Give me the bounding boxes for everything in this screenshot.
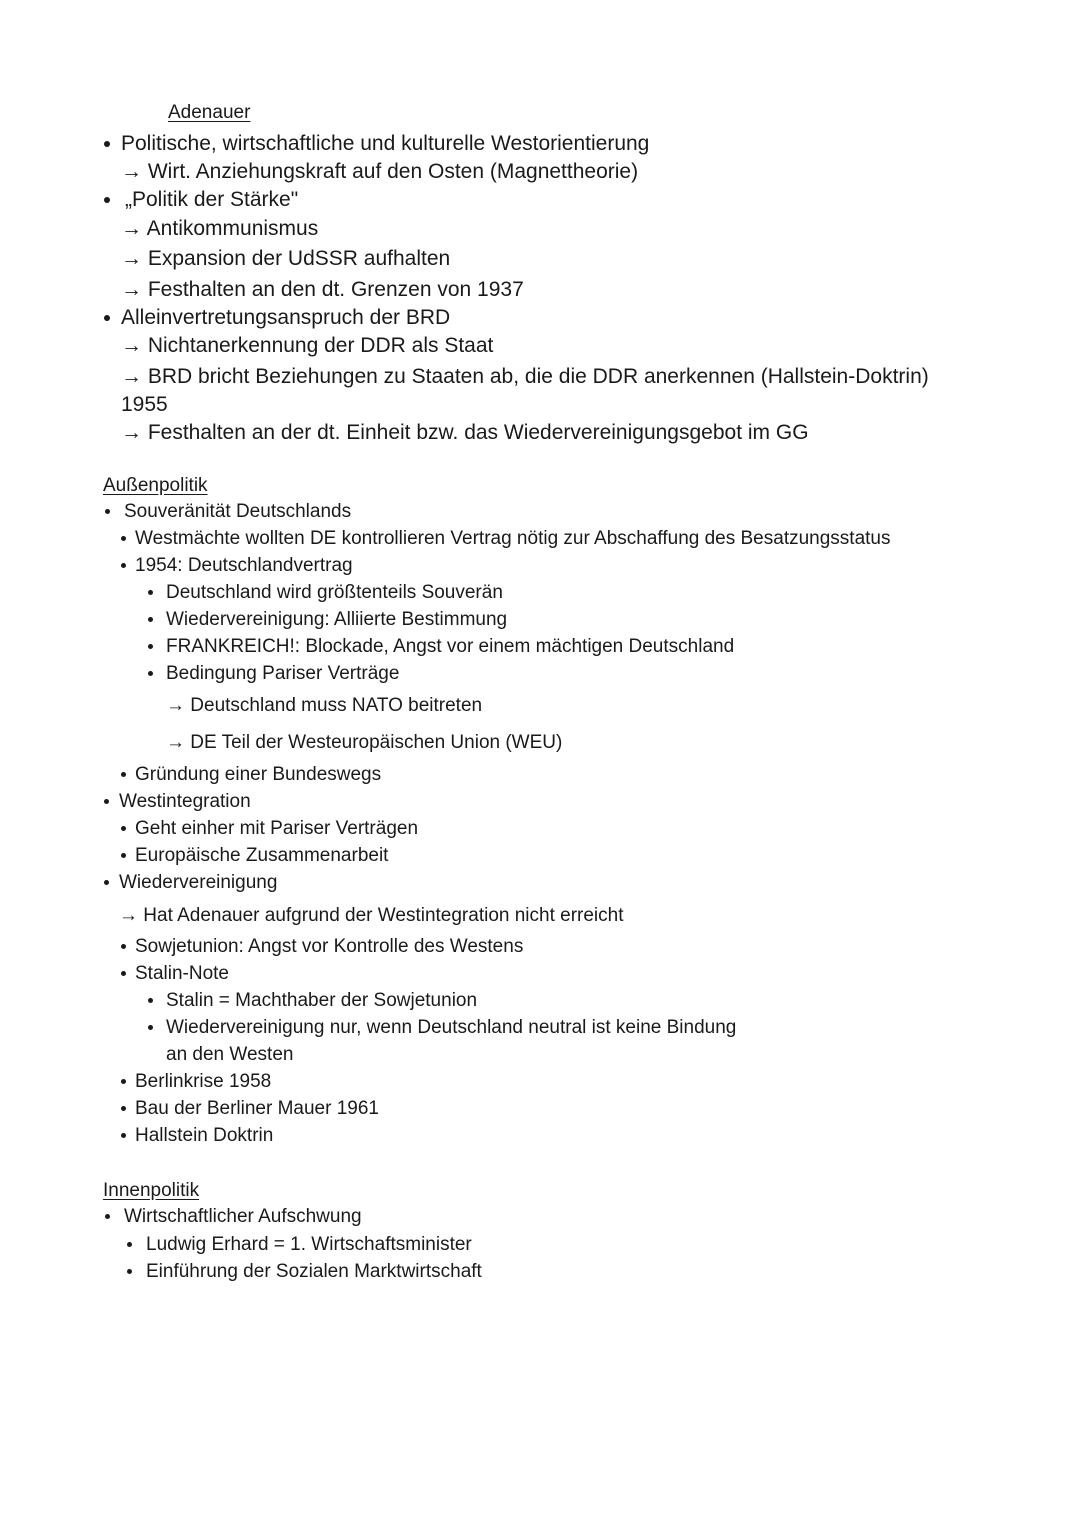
bullet: [121, 826, 126, 831]
list-item: Gründung einer Bundeswegs: [135, 764, 382, 785]
bullet: [104, 880, 109, 885]
list-item: → Expansion der UdSSR aufhalten: [121, 247, 451, 270]
bullet: [104, 315, 110, 321]
list-item: → Hat Adenauer aufgrund der Westintegration nicht erreicht: [119, 905, 624, 926]
list-item: 1955: [121, 393, 168, 416]
bullet: [104, 197, 110, 203]
list-item: Wiedervereinigung nur, wenn Deutschland neutral ist keine Bindung: [166, 1017, 737, 1038]
heading-aussenpolitik: Außenpolitik: [103, 475, 208, 496]
list-item: Souveränität Deutschlands: [124, 501, 352, 522]
bullet: [121, 772, 126, 777]
bullet: [104, 141, 110, 147]
list-item: → Festhalten an den dt. Grenzen von 1937: [121, 278, 524, 301]
list-item: Stalin-Note: [135, 963, 229, 984]
list-item: Alleinvertretungsanspruch der BRD: [121, 306, 451, 329]
bullet: [148, 644, 153, 649]
heading-innenpolitik: Innenpolitik: [103, 1180, 200, 1201]
bullet: [121, 1106, 126, 1111]
list-item: Ludwig Erhard = 1. Wirtschaftsminister: [146, 1234, 472, 1255]
list-item: Bedingung Pariser Verträge: [166, 663, 400, 684]
list-item: Hallstein Doktrin: [135, 1125, 274, 1146]
list-item: Berlinkrise 1958: [135, 1071, 272, 1092]
list-item: Sowjetunion: Angst vor Kontrolle des Westens: [135, 936, 524, 957]
list-item: → Deutschland muss NATO beitreten: [166, 695, 483, 716]
list-item: Westmächte wollten DE kontrollieren Vertrag nötig zur Abschaffung des Besatzungsstatus: [135, 528, 891, 549]
bullet: [127, 1269, 132, 1274]
list-item: Wirtschaftlicher Aufschwung: [124, 1206, 362, 1227]
bullet: [121, 971, 126, 976]
bullet: [121, 1079, 126, 1084]
list-item: Deutschland wird größtenteils Souverän: [166, 582, 503, 603]
list-item: Stalin = Machthaber der Sowjetunion: [166, 990, 478, 1011]
list-item: → Wirt. Anziehungskraft auf den Osten (Magnettheorie): [121, 160, 639, 183]
list-item: Geht einher mit Pariser Verträgen: [135, 818, 419, 839]
bullet: [105, 509, 110, 514]
list-item: an den Westen: [166, 1044, 294, 1065]
list-item: Politische, wirtschaftliche und kulturelle Westorientierung: [121, 132, 650, 155]
bullet: [148, 590, 153, 595]
bullet: [148, 671, 153, 676]
bullet: [121, 853, 126, 858]
list-item: 1954: Deutschlandvertrag: [135, 555, 353, 576]
bullet: [148, 617, 153, 622]
bullet: [121, 944, 126, 949]
bullet: [148, 1025, 153, 1030]
list-item: → Nichtanerkennung der DDR als Staat: [121, 334, 494, 357]
bullet: [148, 998, 153, 1003]
bullet: [105, 1214, 110, 1219]
bullet: [121, 536, 126, 541]
list-item: Europäische Zusammenarbeit: [135, 845, 389, 866]
list-item: → Antikommunismus: [121, 217, 319, 240]
bullet: [121, 563, 126, 568]
heading-adenauer: Adenauer: [168, 102, 251, 123]
list-item: → BRD bricht Beziehungen zu Staaten ab, die die DDR anerkennen (Hallstein-Doktrin): [121, 365, 929, 388]
list-item: Wiedervereinigung: [119, 872, 278, 893]
list-item: → Festhalten an der dt. Einheit bzw. das Wiedervereinigungsgebot im GG: [121, 421, 809, 444]
bullet: [121, 1133, 126, 1138]
bullet: [104, 799, 109, 804]
list-item: Bau der Berliner Mauer 1961: [135, 1098, 379, 1119]
list-item: Einführung der Sozialen Marktwirtschaft: [146, 1261, 482, 1282]
list-item: „Politik der Stärke": [125, 188, 299, 211]
bullet: [127, 1242, 132, 1247]
list-item: FRANKREICH!: Blockade, Angst vor einem mächtigen Deutschland: [166, 636, 735, 657]
list-item: Westintegration: [119, 791, 251, 812]
list-item: Wiedervereinigung: Alliierte Bestimmung: [166, 609, 508, 630]
list-item: → DE Teil der Westeuropäischen Union (WEU): [166, 732, 563, 753]
